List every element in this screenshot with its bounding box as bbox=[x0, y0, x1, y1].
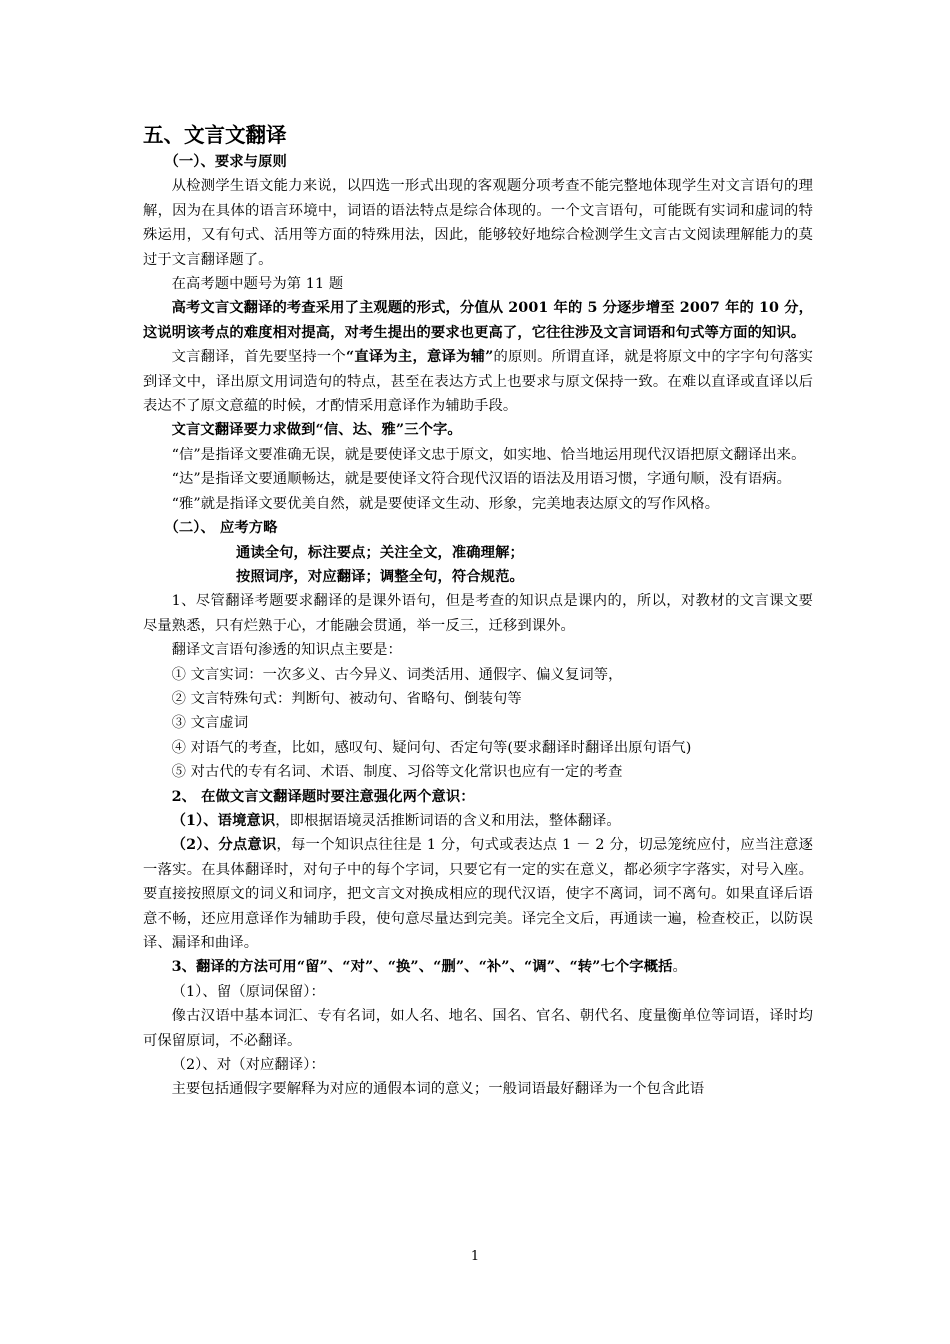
list-item: ④ 对语气的考查，比如，感叹句、疑问句、否定句等(要求翻译时翻译出原句语气) bbox=[171, 739, 692, 756]
section-heading-strategy: （二）、 应考方略 bbox=[164, 520, 278, 537]
paragraph: 翻译文言语句渗透的知识点主要是： bbox=[171, 642, 402, 659]
paragraph: 1、尽管翻译考题要求翻译的是课外语句，但是考查的知识点是课内的，所以，对教材的文言课文要尽量熟悉，只有烂熟于心，才能融会贯通，举一反三，迁移到课外。 bbox=[143, 593, 813, 634]
paragraph-bold: 2、 在做文言文翻译题时要注意强化两个意识： bbox=[171, 788, 475, 805]
list-item: ① 文言实词：一次多义、古今异义、词类活用、通假字、偏义复词等， bbox=[171, 666, 623, 683]
paragraph: “雅”就是指译文要优美自然，就是要使译文生动、形象，完美地表达原文的写作风格。 bbox=[171, 495, 720, 512]
paragraph: （2）、分点意识，每一个知识点往往是 1 分，句式或表达点 1 － 2 分，切忌笼统应付，应当注意逐一落实。在具体翻译时，对句子中的每个字词，只要它有一定的实在意义，都必须字字落实，对号入座。要直接按照原文的词义和词序，把文言文对换成相应的现代汉语，使字不离词，词不离句。如果直译后语意不畅，还应用意译作为辅助手段，使句意尽量达到完美。译完全文后，再通读一遍，检查校正，以防误译、漏译和曲译。 bbox=[143, 837, 813, 951]
paragraph-bold: 文言文翻译要力求做到“信、达、雅”三个字。 bbox=[171, 422, 462, 439]
paragraph: “信”是指译文要准确无误，就是要使译文忠于原文，如实地、恰当地运用现代汉语把原文翻译出来。 bbox=[171, 446, 806, 463]
paragraph-bold: 高考文言文翻译的考查采用了主观题的形式，分值从 2001 年的 5 分逐步增至 2007 年的 10 分，这说明该考点的难度相对提高，对考生提出的要求也更高了，它往往涉及文言词语和句式等方面的知识。 bbox=[143, 300, 813, 341]
paragraph: “达”是指译文要通顺畅达，就是要使译文符合现代汉语的语法及用语习惯，字通句顺，没有语病。 bbox=[171, 471, 792, 488]
paragraph: 3、翻译的方法可用“留”、“对”、“换”、“删”、“补”、“调”、“转”七个字概括。 bbox=[171, 959, 687, 976]
paragraph: 在高考题中题号为第 11 题 bbox=[171, 276, 344, 293]
section-heading-requirements: （一）、要求与原则 bbox=[164, 154, 287, 170]
list-item: ⑤ 对古代的专有名词、术语、制度、习俗等文化常识也应有一定的考查 bbox=[171, 764, 623, 781]
list-item: ③ 文言虚词 bbox=[171, 715, 249, 732]
strategy-line: 按照词序，对应翻译；调整全句，符合规范。 bbox=[235, 568, 524, 585]
page-number: 1 bbox=[470, 1249, 480, 1264]
paragraph: 像古汉语中基本词汇、专有名词，如人名、地名、国名、官名、朝代名、度量衡单位等词语，译时均可保留原词，不必翻译。 bbox=[143, 1008, 813, 1049]
subheading: （2）、对（对应翻译）： bbox=[171, 1057, 325, 1074]
strategy-line: 通读全句，标注要点；关注全文，准确理解； bbox=[235, 544, 524, 561]
paragraph: 主要包括通假字要解释为对应的通假本词的意义；一般词语最好翻译为一个包含此语 bbox=[171, 1081, 705, 1098]
list-item: ② 文言特殊句式：判断句、被动句、省略句、倒装句等 bbox=[171, 690, 522, 707]
document-title: 五、文言文翻译 bbox=[143, 123, 287, 147]
paragraph: （1）、语境意识，即根据语境灵活推断词语的含义和用法，整体翻译。 bbox=[171, 812, 621, 829]
document-page bbox=[143, 120, 813, 1102]
subheading: （1）、留（原词保留）： bbox=[171, 983, 325, 1000]
paragraph: 文言翻译，首先要坚持一个“直译为主，意译为辅”的原则。所谓直译，就是将原文中的字字句句落实到译文中，译出原文用词造句的特点，甚至在表达方式上也要求与原文保持一致。在难以直译或直译以后表达不了原文意蕴的时候，才酌情采用意译作为辅助手段。 bbox=[143, 349, 813, 415]
paragraph: 从检测学生语文能力来说，以四选一形式出现的客观题分项考查不能完整地体现学生对文言语句的理解，因为在具体的语言环境中，词语的语法特点是综合体现的。一个文言语句，可能既有实词和虚词的特殊运用，又有句式、活用等方面的特殊用法，因此，能够较好地综合检测学生文言古文阅读理解能力的莫过于文言翻译题了。 bbox=[143, 178, 813, 268]
principle-emphasis: “直译为主，意译为辅” bbox=[345, 349, 494, 366]
